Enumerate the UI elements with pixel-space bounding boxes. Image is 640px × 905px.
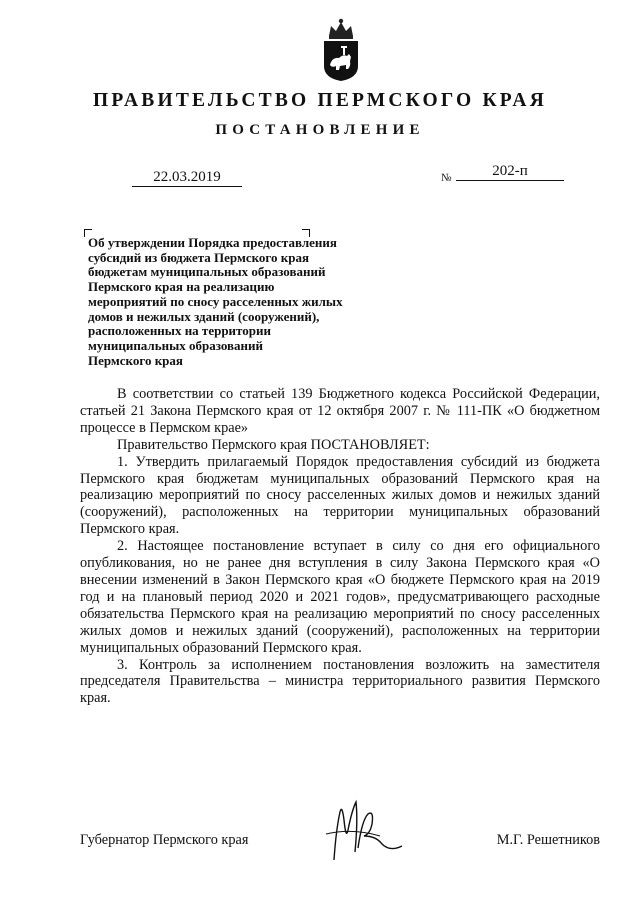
government-title: ПРАВИТЕЛЬСТВО ПЕРМСКОГО КРАЯ [93,90,547,111]
signatory-name: М.Г. Решетников [496,832,600,848]
preamble-paragraph: В соответствии со статьей 139 Бюджетного кодекса Российской Федерации, статьей 21 Закона Пермского края от 12 октября 2007 г. № 111-ПК «О бюджетном процессе в Пермском крае» [80,386,600,436]
clause-2-paragraph: 2. Настоящее постановление вступает в силу со дня его официального опубликования, но не ранее дня вступления в силу Закона Пермского края «О внесении изменений в Закон Пермского края «О бюджете Пермского края на 2019 год и на плановый период 2020 и 2021 годов», предусматривающего расходные обязательства Пермского края на реализацию мероприятий по сносу расселенных жилых домов и нежилых зданий (сооружений), расположенных на территории муниципальных образований Пермского края. [80,538,600,656]
signature-block [80,832,600,856]
handwritten-signature [322,790,412,870]
subject-line: домов и нежилых зданий (сооружений), [88,308,320,324]
number-sign: № [441,172,452,184]
clause-3-paragraph: 3. Контроль за исполнением постановления возложить на заместителя председателя Правительства – министра территориального развития Пермского края. [80,656,600,707]
document-number: 202-п [456,163,564,181]
subject-line: муниципальных образований [88,337,264,353]
subject-line: бюджетам муниципальных образований [88,264,326,280]
perm-krai-coat-of-arms-icon [321,14,361,82]
subject-line: расположенных на территории [88,323,271,339]
document-type: ПОСТАНОВЛЕНИЕ [215,122,425,138]
subject-line: Пермского края [88,352,183,368]
clause-1-paragraph: 1. Утвердить прилагаемый Порядок предоставления субсидий из бюджета Пермского края бюджетам муниципальных образований Пермского края на реализацию мероприятий по сносу расселенных жилых домов и нежилых зданий (сооружений), расположенных на территории муниципальных образований Пермского края. [80,453,600,538]
document-date: 22.03.2019 [132,169,242,187]
subject-block [88,236,408,368]
subject-line: Пермского края на реализацию [88,279,275,295]
document-body [80,386,600,707]
resolution-paragraph: Правительство Пермского края ПОСТАНОВЛЯЕТ: [117,436,430,453]
subject-line: субсидий из бюджета Пермского края [88,249,309,265]
signatory-position: Губернатор Пермского края [80,832,249,848]
subject-line: Об утверждении Порядка предоставления [88,235,337,250]
subject-line: мероприятий по сносу расселенных жилых [88,293,343,309]
